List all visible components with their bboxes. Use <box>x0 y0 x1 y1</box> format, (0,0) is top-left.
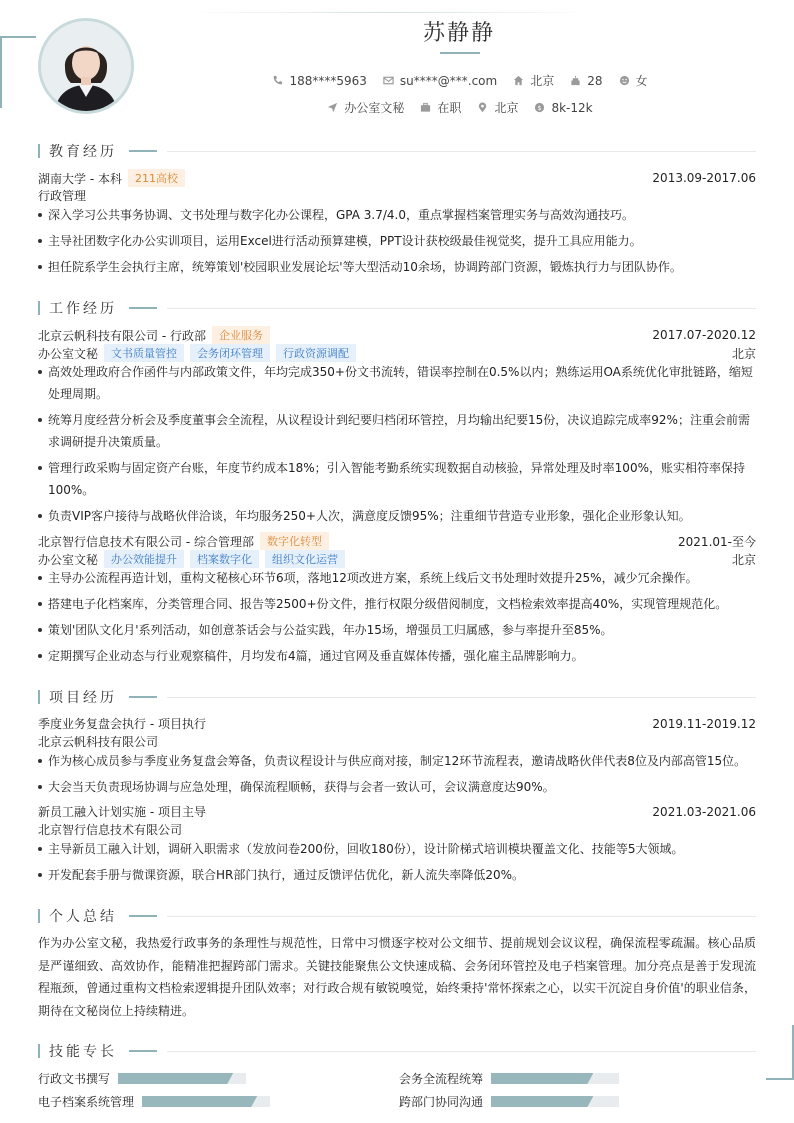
contact-phone: 188****5963 <box>272 72 366 89</box>
intent-position: 办公室文秘 <box>327 99 404 116</box>
location-icon <box>477 102 488 113</box>
skill-name: 会务全流程统筹 <box>399 1072 484 1086</box>
cake-icon <box>570 75 581 86</box>
work-1-skill-tag: 行政资源调配 <box>276 344 356 362</box>
education-major: 行政管理 <box>38 189 87 203</box>
skill-bar <box>142 1096 270 1107</box>
project-1-date: 2019.11-2019.12 <box>652 716 756 731</box>
project-1-org-row <box>38 733 756 750</box>
work-1-skill-tag: 文书质量管控 <box>104 344 184 362</box>
list-item: 统筹月度经营分析会及季度董事会全流程，从议程设计到纪要归档闭环管控，月均输出纪要15份，决议追踪完成率92%；注重会前需求调研提升决策质量。 <box>38 409 756 453</box>
work-2-city: 北京 <box>731 552 756 567</box>
work-1-skill-tag: 会务闭环管理 <box>190 344 270 362</box>
list-item: 作为核心成员参与季度业务复盘会筹备，负责议程设计与供应商对接，制定12环节流程表，邀请战略伙伴代表8位及内部高管15位。 <box>38 750 756 772</box>
work-2-header <box>38 532 756 550</box>
work-1-city: 北京 <box>731 346 756 361</box>
intent-city: 北京 <box>477 99 518 116</box>
list-item: 策划'团队文化月'系列活动，如创意茶话会与公益实践，年办15场，增强员工归属感，参与率提升至85%。 <box>38 619 756 641</box>
intent-status: 在职 <box>420 99 461 116</box>
summary-text: 作为办公室文秘，我热爱行政事务的条理性与规范性，日常中习惯逐字校对公文细节、提前规划会议议程，确保流程零疏漏。核心品质是严谨细致、高效协作，能精准把握跨部门需求。关键技能聚焦公文快速成稿、会务闭环管控及电子档案管理。加分亮点是善于发现流程瓶颈，曾通过重构文档检索逻辑提升团队效率；对行政合规有敏锐嗅觉，始终秉持'常怀探索之心，以实干沉淀自身价值'的职业信条，期待在文秘岗位上持续精进。 <box>38 936 756 1018</box>
gender-icon <box>619 75 630 86</box>
corner-decoration-bottom-right <box>766 1078 794 1080</box>
skill-item <box>399 1070 619 1087</box>
list-item: 主导办公流程再造计划，重构文秘核心环节6项，落地12项改进方案，系统上线后文书处理时效提升25%，减少冗余操作。 <box>38 567 756 589</box>
skill-name: 行政文书撰写 <box>38 1072 111 1086</box>
project-2-header <box>38 803 756 820</box>
contact-city: 北京 <box>513 72 554 89</box>
work-1-role-row <box>38 344 756 362</box>
skill-item <box>38 1093 270 1110</box>
send-icon <box>327 102 338 113</box>
list-item: 担任院系学生会执行主席，统筹策划'校园职业发展论坛'等大型活动10余场，协调跨部门资源，锻炼执行力与团队协作。 <box>38 256 756 278</box>
briefcase-icon <box>420 102 431 113</box>
work-1-date: 2017.07-2020.12 <box>652 328 756 342</box>
svg-text:$: $ <box>537 103 542 112</box>
list-item: 定期撰写企业动态与行业观察稿件，月均发布4篇，通过官网及垂直媒体传播，强化雇主品牌影响力。 <box>38 645 756 667</box>
intent-salary: $ 8k-12k <box>534 99 592 116</box>
list-item: 管理行政采购与固定资产台账，年度节约成本18%；引入智能考勤系统实现数据自动核验，异常处理及时率100%，账实相符率保持100%。 <box>38 457 756 501</box>
work-1-role: 办公室文秘 <box>38 346 99 361</box>
name-underline <box>440 52 480 54</box>
section-title-work: 工作经历 <box>38 298 756 318</box>
list-item: 主导新员工融入计划，调研入职需求（发放问卷200份，回收180份），设计阶梯式培训模块覆盖文化、技能等5大领域。 <box>38 838 756 860</box>
mail-icon <box>383 75 394 86</box>
contact-row <box>140 72 780 89</box>
education-header <box>38 169 756 187</box>
section-title-project: 项目经历 <box>38 687 756 707</box>
home-icon <box>513 75 524 86</box>
work-2-skill-tag: 组织文化运营 <box>265 550 345 568</box>
list-item: 主导社团数字化办公实训项目，运用Excel进行活动预算建模，PPT设计获校级最佳视觉奖，提升工具应用能力。 <box>38 230 756 252</box>
skill-bar <box>118 1073 246 1084</box>
phone-icon <box>272 75 283 86</box>
list-item: 高效处理政府合作函件与内部政策文件，年均完成350+份文书流转，错误率控制在0.5%以内；熟练运用OA系统优化审批链路，缩短处理周期。 <box>38 361 756 405</box>
project-1-org: 北京云帆科技有限公司 <box>38 735 159 749</box>
work-2-role: 办公室文秘 <box>38 552 99 567</box>
skill-bar-fill <box>491 1096 593 1107</box>
work-2-skill-tag: 办公效能提升 <box>104 550 184 568</box>
skill-item <box>38 1070 246 1087</box>
skill-name: 跨部门协同沟通 <box>399 1095 484 1109</box>
section-title-education: 教育经历 <box>38 141 756 161</box>
list-item: 负责VIP客户接待与战略伙伴洽谈，年均服务250+人次，满意度反馈95%；注重细节营造专业形象，强化企业形象认知。 <box>38 505 756 527</box>
project-1-title: 季度业务复盘会执行 - 项目执行 <box>38 717 206 731</box>
work-1-tag: 企业服务 <box>212 326 270 344</box>
work-2-date: 2021.01-至今 <box>678 534 756 549</box>
list-item: 大会当天负责现场协调与应急处理，确保流程顺畅，获得与会者一致认可，会议满意度达90%。 <box>38 776 756 798</box>
skill-name: 电子档案系统管理 <box>38 1095 135 1109</box>
list-item: 搭建电子化档案库，分类管理合同、报告等2500+份文件，推行权限分级借阅制度，文档检索效率提高40%，实现管理规范化。 <box>38 593 756 615</box>
project-2-org-row <box>38 821 756 838</box>
contact-age: 28 <box>570 72 602 89</box>
contact-email: su****@***.com <box>383 72 497 89</box>
contact-gender: 女 <box>619 72 648 89</box>
candidate-name: 苏静静 <box>422 21 495 46</box>
work-2-skill-tag: 档案数字化 <box>190 550 259 568</box>
skill-item <box>399 1093 619 1110</box>
project-2-date: 2021.03-2021.06 <box>652 804 756 819</box>
skill-bar <box>491 1073 619 1084</box>
skill-bar <box>491 1096 619 1107</box>
work-1-company: 北京云帆科技有限公司 - 行政部 <box>38 328 206 343</box>
skill-bar-fill <box>118 1073 233 1084</box>
project-1-header <box>38 715 756 732</box>
section-title-summary: 个人总结 <box>38 906 756 926</box>
work-2-tag: 数字化转型 <box>260 532 329 550</box>
list-item: 深入学习公共事务协调、文书处理与数字化办公课程，GPA 3.7/4.0，重点掌握档案管理实务与高效沟通技巧。 <box>38 204 756 226</box>
top-divider <box>190 12 590 13</box>
project-2-org: 北京智行信息技术有限公司 <box>38 823 183 837</box>
work-2-company: 北京智行信息技术有限公司 - 综合管理部 <box>38 534 254 549</box>
education-tag: 211高校 <box>128 169 185 187</box>
job-intent-row <box>140 99 780 116</box>
skill-bar-fill <box>142 1096 257 1107</box>
education-major-row <box>38 187 756 204</box>
work-1-header <box>38 326 756 344</box>
skill-bar-fill <box>491 1073 593 1084</box>
salary-icon <box>534 102 545 113</box>
section-title-skills: 技能专长 <box>38 1041 756 1061</box>
project-2-title: 新员工融入计划实施 - 项目主导 <box>38 805 206 819</box>
list-item: 开发配套手册与微课资源，联合HR部门执行，通过反馈评估优化，新人流失率降低20%。 <box>38 864 756 886</box>
education-date: 2013.09-2017.06 <box>652 171 756 185</box>
education-school: 湖南大学 - 本科 <box>38 171 122 186</box>
work-2-role-row <box>38 550 756 568</box>
